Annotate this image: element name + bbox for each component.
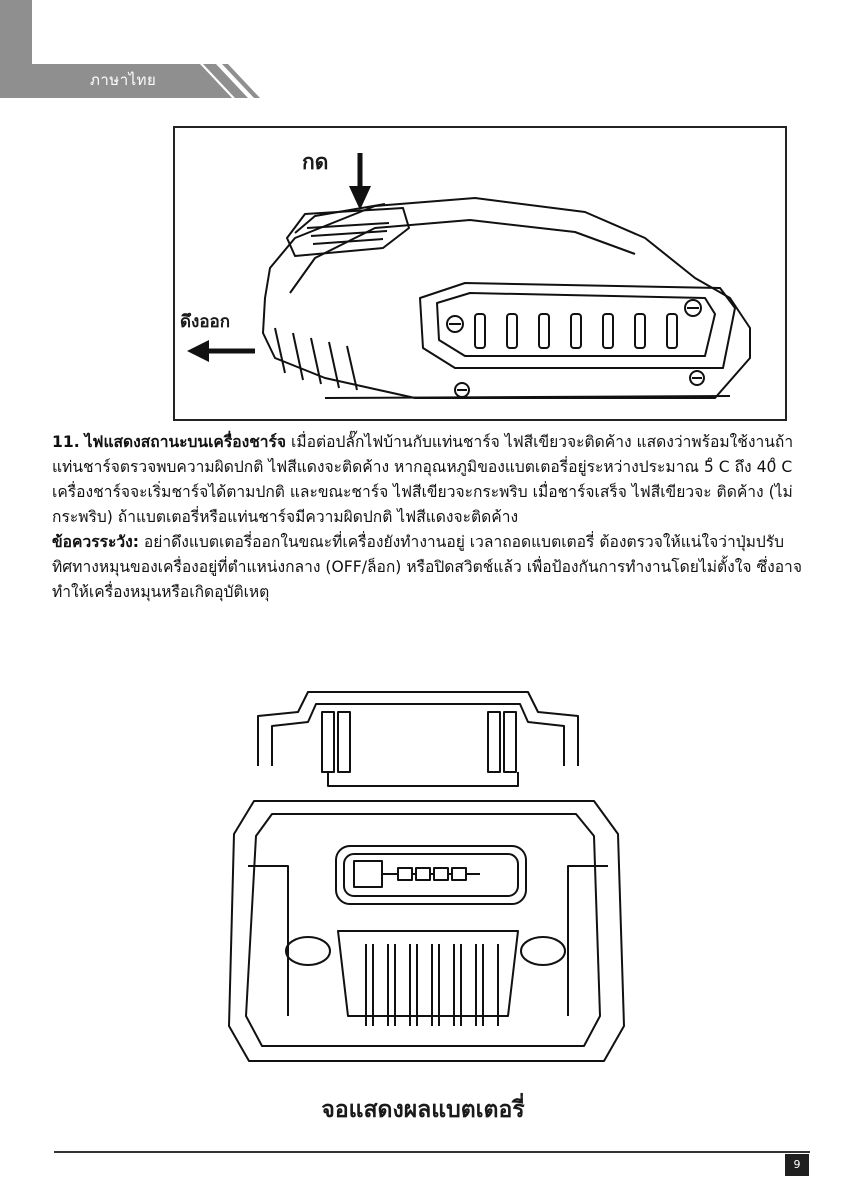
caution-paragraph <box>52 530 812 605</box>
battery-display-figure <box>228 686 628 1090</box>
press-label: กด <box>302 150 329 174</box>
instruction-text <box>52 430 812 605</box>
page-number: 9 <box>785 1154 809 1176</box>
section-body: เมื่อต่อปลั๊กไฟบ้านกับแท่นชาร์จ ไฟสีเขียวจะติดค้าง แสดงว่าพร้อมใช้งานถ้าแท่นชาร์จตรวจพบความผิดปกติ ไฟสีแดงจะติดค้าง หากอุณหภูมิของแบตเตอรี่อยู่ระหว่างประมาณ 5̊ C ถึง 40̊ C เครื่องชาร์จจะเริ่มชาร์จได้ตามปกติ และขณะชาร์จ ไฟสีเขียวจะกระพริบ เมื่อชาร์จเสร็จ ไฟสีเขียวจะ ติดค้าง (ไม่กระพริบ) ถ้าแบตเตอรี่หรือแท่นชาร์จมีความผิดปกติ ไฟสีแดงจะติดค้าง <box>52 433 794 526</box>
pull-out-label: ดึงออก <box>180 312 231 332</box>
caution-body: อย่าดึงแบตเตอรี่ออกในขณะที่เครื่องยังทำงานอยู่ เวลาถอดแบตเตอรี่ ต้องตรวจให้แน่ใจว่าปุ่มปรับทิศทางหมุนของเครื่องอยู่ที่ตำแหน่งกลาง (OFF/ล็อก) หรือปิดสวิตช์แล้ว เพื่อป้องกันการทำงานโดยไม่ตั้งใจ ซึ่งอาจทำให้เครื่องหมุนหรือเกิดอุบัติเหตุ <box>52 533 802 601</box>
battery-removal-figure <box>173 126 787 421</box>
footer-divider <box>54 1151 810 1153</box>
caution-label: ข้อควรระวัง: <box>52 533 139 551</box>
section-heading: ไฟแสดงสถานะบนเครื่องชาร์จ <box>84 433 287 451</box>
section-number: 11. <box>52 433 80 451</box>
section-11-paragraph <box>52 430 812 530</box>
battery-display-caption: จอแสดงผลแบตเตอรี่ <box>321 1097 525 1123</box>
language-label: ภาษาไทย <box>90 71 157 89</box>
